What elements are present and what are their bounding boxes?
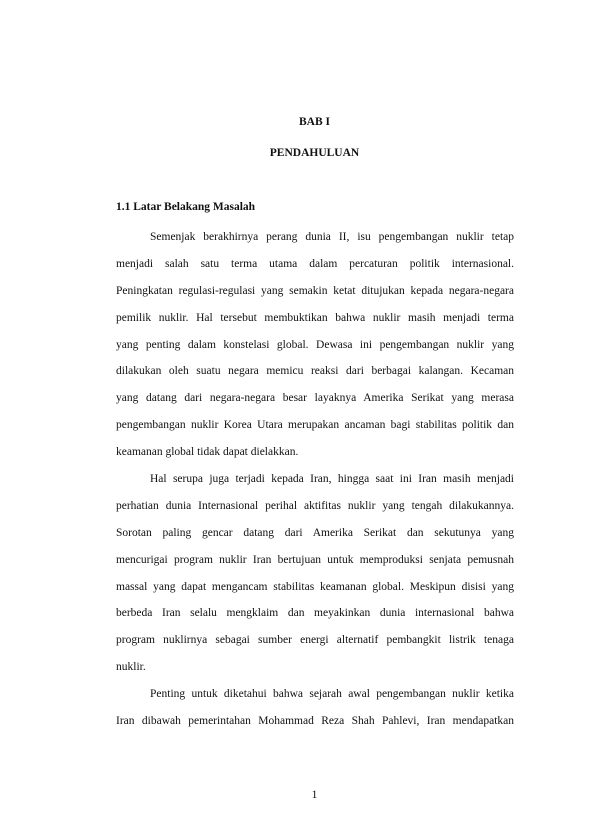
text-line: yang penting dalam konstelasi global. Dewasa ini pengembangan nuklir yang [116,338,514,351]
text-line: Sorotan paling gencar datang dari Amerika Serikat dan sekutunya yang [116,526,514,539]
text-line: pengembangan nuklir Korea Utara merupakan ancaman bagi stabilitas politik dan [116,419,514,432]
text-line: perhatian dunia Internasional perihal aktifitas nuklir yang tengah dilakukannya. [116,499,514,512]
text-line: dilakukan oleh suatu negara memicu reaksi dari berbagai kalangan. Kecaman [116,365,514,378]
page-number: 1 [311,789,318,801]
paragraph [116,466,514,681]
paragraph [116,681,514,735]
text-line: program nuklirnya sebagai sumber energi alternatif pembangkit listrik tenaga [116,634,514,647]
text-line: Semenjak berakhirnya perang dunia II, isu pengembangan nuklir tetap [150,231,514,243]
text-line: massal yang dapat mengancam stabilitas keamanan global. Meskipun disisi yang [116,580,514,593]
text-line: Hal serupa juga terjadi kepada Iran, hingga saat ini Iran masih menjadi [150,473,514,486]
paragraph [116,224,514,466]
text-line: menjadi salah satu terma utama dalam percaturan politik internasional. [116,257,514,270]
text-line: yang datang dari negara-negara besar layaknya Amerika Serikat yang merasa [116,392,514,405]
text-line: berbeda Iran selalu mengklaim dan meyakinkan dunia internasional bahwa [116,607,514,620]
chapter-title: PENDAHULUAN [269,147,360,159]
text-line: Peningkatan regulasi-regulasi yang semakin ketat ditujukan kepada negara-negara [116,284,514,297]
chapter-heading: BAB I [299,116,330,128]
body-text [116,224,514,735]
text-line: mencurigai program nuklir Iran bertujuan untuk memproduksi senjata pemusnah [116,553,514,566]
text-line: nuklir. [116,661,146,674]
section-heading: 1.1 Latar Belakang Masalah [116,201,256,213]
text-line: keamanan global tidak dapat dielakkan. [116,446,299,459]
text-line: Iran dibawah pemerintahan Mohammad Reza Shah Pahlevi, Iran mendapatkan [116,715,514,728]
text-line: pemilik nuklir. Hal tersebut membuktikan bahwa nuklir masih menjadi terma [116,311,514,324]
text-line: Penting untuk diketahui bahwa sejarah awal pengembangan nuklir ketika [150,688,514,701]
